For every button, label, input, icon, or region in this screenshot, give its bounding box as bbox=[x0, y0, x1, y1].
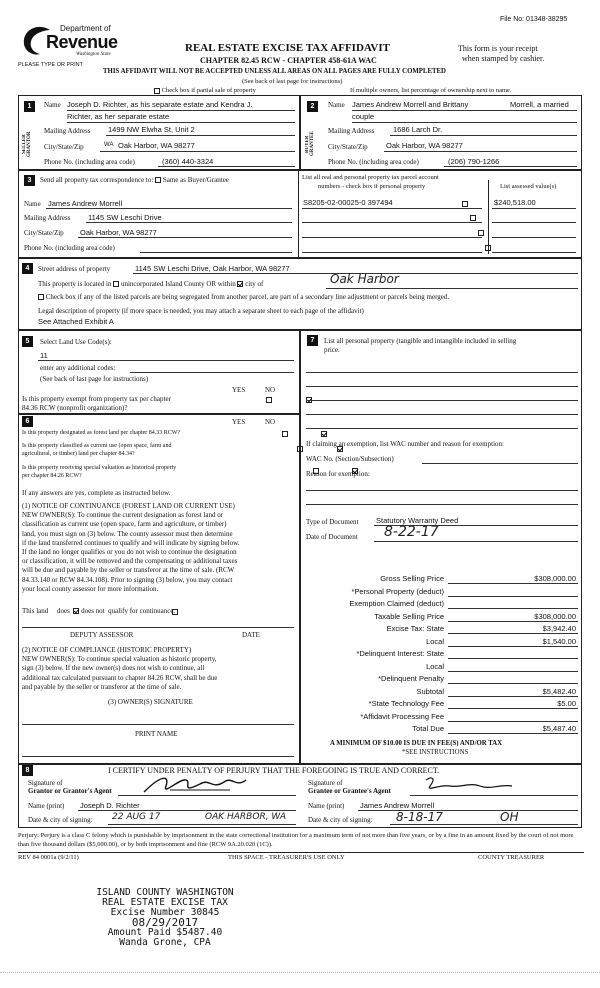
tax-row-label: Taxable Selling Price bbox=[374, 611, 444, 621]
notice-continuance-line: or classification, it will be removed and the compensating or additional taxes bbox=[22, 557, 238, 566]
s2-mailing-value[interactable]: 1686 Larch Dr. bbox=[393, 125, 443, 134]
s1-city-prefix: WA bbox=[104, 142, 114, 148]
additional-codes-label: enter any additional codes: bbox=[40, 364, 116, 372]
tax-row-label: Local bbox=[426, 636, 444, 646]
does-qualify-checkbox[interactable] bbox=[172, 609, 178, 615]
exempt-yes-checkbox[interactable] bbox=[266, 397, 272, 403]
notice-continuance-line: (1) NOTICE OF CONTINUANCE (FOREST LAND OR CURRENT USE) bbox=[22, 502, 235, 510]
section-6-number: 6 bbox=[22, 416, 33, 427]
tax-row-value[interactable]: $308,000.00 bbox=[534, 611, 576, 621]
section-2-number: 2 bbox=[307, 101, 318, 112]
notice-continuance bbox=[22, 502, 298, 594]
wac-number-label: WAC No. (Section/Subsection) bbox=[306, 455, 394, 463]
s2-city-label: City/State/Zip bbox=[328, 143, 368, 151]
assessed-value[interactable]: $240,518.00 bbox=[494, 198, 536, 207]
s2-city-value[interactable]: Oak Harbor, WA 98277 bbox=[386, 141, 463, 150]
notice-compliance-line: (2) NOTICE OF COMPLIANCE (HISTORIC PROPERTY) bbox=[22, 646, 192, 654]
exempt-q1: Is this property exempt from property tax per chapter bbox=[22, 395, 171, 403]
file-number: File No: 01348-38295 bbox=[500, 16, 568, 23]
s6-no-header: NO bbox=[265, 418, 276, 426]
s2-mailing-label: Mailing Address bbox=[328, 127, 375, 135]
treasurer-only: THIS SPACE - TREASURER'S USE ONLY bbox=[228, 854, 345, 861]
s2-phone-value[interactable]: (206) 790-1266 bbox=[448, 157, 500, 166]
certify-statement: I CERTIFY UNDER PENALTY OF PERJURY THAT THE FOREGOING IS TRUE AND CORRECT. bbox=[108, 766, 440, 775]
notice-continuance-line: if the land transferred continues to qualify and will indicate by signing below. bbox=[22, 538, 240, 547]
s3-city-value[interactable]: Oak Harbor, WA 98277 bbox=[80, 228, 157, 237]
s1-city-value[interactable]: Oak Harbor, WA 98277 bbox=[118, 141, 195, 150]
receipt-line2: when stamped by cashier. bbox=[462, 54, 545, 63]
deputy-assessor-label: DEPUTY ASSESSOR bbox=[70, 631, 134, 639]
tax-row-label: Gross Selling Price bbox=[380, 574, 444, 583]
current-use-q1: Is this property classified as current use (open space, farm and bbox=[22, 443, 172, 449]
notice-continuance-line: 84.33.140 or RCW 84.34.108). Prior to signing (3) below, you may contact bbox=[22, 575, 233, 584]
stamp-county: ISLAND COUNTY WASHINGTON bbox=[96, 887, 234, 898]
s1-name-line2[interactable]: Richter, as her separate estate bbox=[67, 112, 170, 121]
legal-description-value[interactable]: See Attached Exhibit A bbox=[38, 317, 114, 326]
does-not-qualify-checkbox[interactable] bbox=[73, 608, 79, 614]
historic-q2: per chapter 84.26 RCW? bbox=[22, 473, 82, 479]
s3-name-value[interactable]: James Andrew Morrell bbox=[48, 199, 123, 208]
s3-phone-label: Phone No. (including area code) bbox=[24, 244, 115, 252]
unincorporated-checkbox[interactable] bbox=[113, 281, 119, 287]
notice-compliance bbox=[22, 646, 298, 692]
s3-name-label: Name bbox=[24, 200, 41, 208]
grantor-date-value[interactable]: 22 AUG 17 bbox=[112, 812, 161, 822]
s6-yes-header: YES bbox=[232, 418, 246, 426]
legal-description-label: Legal description of property (if more space is needed, you may attach a separate sheet to each page of the affidavit) bbox=[38, 307, 364, 315]
logo-dept: Department of bbox=[60, 24, 111, 33]
parcel-header-2: numbers - check box if personal property bbox=[318, 183, 426, 190]
tax-row-label: *Delinquent Penalty bbox=[378, 674, 444, 683]
grantee-city-value[interactable]: OH bbox=[500, 810, 519, 824]
s2-name-label: Name bbox=[328, 101, 345, 109]
s2-name-line1[interactable]: James Andrew Morrell and Brittany bbox=[352, 100, 469, 109]
s2-name-line2[interactable]: couple bbox=[352, 112, 375, 121]
dor-logo bbox=[20, 20, 130, 62]
tax-row-label: Local bbox=[426, 661, 444, 671]
any-yes-note: If any answers are yes, complete as instructed below. bbox=[22, 489, 171, 497]
notice-compliance-line: NEW OWNER(S): To continue special valuation as historic property, bbox=[22, 655, 217, 664]
tax-row-label: Exemption Claimed (deduct) bbox=[349, 599, 444, 608]
tax-row-label: Total Due bbox=[412, 724, 444, 733]
grantor-sig-of: Signature of bbox=[28, 779, 63, 787]
stamp-excise-number: Excise Number 30845 bbox=[110, 907, 220, 918]
segregated-checkbox[interactable] bbox=[38, 294, 44, 300]
form-title: REAL ESTATE EXCISE TAX AFFIDAVIT bbox=[185, 42, 390, 54]
stamp-treasurer: Wanda Grone, CPA bbox=[119, 937, 211, 948]
located-text: This property is located in unincorporated Island County OR within city of bbox=[38, 280, 264, 288]
parcel-1-personal-checkbox[interactable] bbox=[462, 201, 468, 207]
logo-name: Revenue bbox=[46, 32, 118, 52]
minimum-fee-note: A MINIMUM OF $10.00 IS DUE IN FEE(S) AND/OR TAX bbox=[330, 740, 503, 747]
s3-mailing-label: Mailing Address bbox=[24, 214, 71, 222]
historic-q1: Is this property receiving special valuation as historical property bbox=[22, 465, 177, 471]
tax-row-value[interactable]: $3,942.40 bbox=[542, 624, 576, 633]
tax-row-label: Subtotal bbox=[416, 686, 444, 696]
s3-send-label: Send all property tax correspondence to: Same as Buyer/Grantee bbox=[40, 176, 229, 184]
s1-name-label: Name bbox=[44, 101, 61, 109]
notice-continuance-line: If the land no longer qualifies or you do not wish to continue the designation bbox=[22, 548, 237, 557]
s2-name-line1b: Morrell, a married bbox=[510, 100, 569, 109]
grantee-name-label: Name (print) bbox=[308, 802, 345, 810]
tax-row-label: *Personal Property (deduct) bbox=[351, 586, 444, 596]
s1-name-line1[interactable]: Joseph D. Richter, as his separate estate and Kendra J. bbox=[67, 100, 253, 109]
s5-yes-header: YES bbox=[232, 386, 246, 394]
partial-sale-label: Check box if partial sale of property bbox=[154, 87, 256, 94]
owner-signature-label: (3) OWNER(S) SIGNATURE bbox=[108, 698, 193, 706]
grantee-agent-label: Grantee or Grantee's Agent bbox=[308, 787, 391, 795]
grantor-date-label: Date & city of signing: bbox=[28, 816, 93, 824]
grantee-date-value[interactable]: 8-18-17 bbox=[396, 810, 443, 824]
notice-compliance-line: sign (3) below. If the new owner(s) does not wish to continue, all bbox=[22, 664, 205, 673]
receipt-line1: This form is your receipt bbox=[458, 44, 538, 53]
county-treasurer: COUNTY TREASURER bbox=[478, 854, 545, 861]
grantor-agent-label: Grantor or Grantor's Agent bbox=[28, 787, 112, 795]
forest-yes-checkbox[interactable] bbox=[282, 431, 288, 437]
exempt-q2: 84.36 RCW (nonprofit organization)? bbox=[22, 404, 128, 412]
treasurer-stamp bbox=[80, 888, 250, 948]
form-revision: REV 84 0001a (9/2/11) bbox=[18, 854, 79, 861]
notice-compliance-line: and payable by the seller or transferor at the time of sale. bbox=[22, 682, 182, 691]
s1-city-label: City/State/Zip bbox=[44, 143, 84, 151]
grantee-signature[interactable] bbox=[420, 774, 520, 796]
notice-continuance-line: land, you must sign on (3) below. The county assessor must then determine bbox=[22, 529, 233, 538]
personal-property-text-2: price. bbox=[324, 346, 340, 354]
partial-sale-checkbox[interactable] bbox=[154, 88, 160, 94]
section-5-number: 5 bbox=[22, 336, 33, 347]
grantor-name-label: Name (print) bbox=[28, 802, 65, 810]
section-8-number: 8 bbox=[22, 765, 33, 776]
stamp-tax: REAL ESTATE EXCISE TAX bbox=[102, 897, 228, 908]
doc-date-label: Date of Document bbox=[306, 533, 358, 541]
parcel-2-personal-checkbox[interactable] bbox=[470, 215, 476, 221]
notice-continuance-line: classification as current use (open space, farm and agriculture, or timber) bbox=[22, 520, 227, 529]
notice-continuance-line: will be due and payable by the seller or transferor at the time of sale. (RCW bbox=[22, 566, 235, 575]
tax-row-value[interactable]: $5,487.40 bbox=[542, 724, 576, 733]
section-3-number: 3 bbox=[24, 175, 35, 186]
grantor-name-value[interactable]: Joseph D. Richter bbox=[80, 801, 140, 810]
perjury-statement: Perjury: Perjury is a class C felony which is punishable by imprisonment in the state correctional institution for a maximum term of not more than five years, or by a fine in an amount fixed by the court of not more than five thousand dollars ($5,000.00), or by both imprisonment and fine (RCW 9A.20.020 (1C)). bbox=[18, 832, 574, 848]
personal-property-text-1: List all personal property (tangible and intangible included in selling bbox=[324, 337, 517, 345]
multiple-owners-note: If multiple owners, list percentage of ownership next to name. bbox=[350, 87, 512, 94]
s3-city-label: City/State/Zip bbox=[24, 229, 64, 237]
tax-row-value[interactable]: $5,482.40 bbox=[542, 686, 576, 696]
notice-continuance-line: your local county assessor for more information. bbox=[22, 584, 159, 593]
scan-edge bbox=[0, 972, 600, 973]
tax-row-value[interactable]: $1,540.00 bbox=[542, 636, 576, 646]
s5-no-header: NO bbox=[265, 386, 276, 394]
stamp-amount: Amount Paid $5487.40 bbox=[107, 927, 223, 938]
s2-phone-label: Phone No. (including area code) bbox=[328, 158, 419, 166]
notice-compliance-line: additional tax calculated pursuant to chapter 84.26 RCW, shall be due bbox=[22, 673, 218, 682]
tax-row-value[interactable]: $308,000.00 bbox=[534, 574, 576, 583]
s1-phone-value[interactable]: (360) 440-3324 bbox=[162, 157, 214, 166]
s1-mailing-value[interactable]: 1499 NW Elwha St, Unit 2 bbox=[108, 125, 195, 134]
doc-date-value[interactable]: 8-22-17 bbox=[384, 524, 439, 540]
logo-state: Washington State bbox=[76, 52, 111, 57]
tax-row-label: *Affidavit Processing Fee bbox=[360, 711, 444, 721]
parcel-3-personal-checkbox[interactable] bbox=[478, 230, 484, 236]
stamp-date: 08/29/2017 bbox=[131, 916, 199, 929]
doc-type-label: Type of Document bbox=[306, 518, 359, 526]
parcel-header-1: List all real and personal property tax parcel account bbox=[302, 174, 439, 181]
land-use-see-back: (See back of last page for instructions) bbox=[40, 375, 149, 383]
city-handwritten[interactable]: Oak Harbor bbox=[330, 272, 399, 286]
tax-row-label: *State Technology Fee bbox=[368, 699, 444, 708]
deputy-date-label: DATE bbox=[242, 631, 260, 639]
tax-row-label: *Delinquent Interest: State bbox=[356, 649, 444, 658]
tax-row-value[interactable]: $5.00 bbox=[557, 699, 576, 708]
grantee-name-value[interactable]: James Andrew Morrell bbox=[360, 801, 435, 810]
segregated-text: Check box if any of the listed parcels are being segregated from another parcel, are part of a secondary line adjustment or parcels being merged. bbox=[38, 293, 449, 301]
same-as-buyer-checkbox[interactable] bbox=[155, 177, 161, 183]
street-value[interactable]: 1145 SW Leschi Drive, Oak Harbor, WA 98277 bbox=[135, 264, 290, 273]
grantee-date-label: Date & city of signing: bbox=[308, 816, 373, 824]
land-use-label: Select Land Use Code(s): bbox=[40, 338, 112, 346]
qualify-line: This land does does not qualify for continuance. bbox=[22, 607, 176, 615]
parcel-4-personal-checkbox[interactable] bbox=[485, 245, 491, 251]
forest-q: Is this property designated as forest land per chapter 84.33 RCW? bbox=[22, 430, 181, 436]
tax-row-label: Excise Tax: State bbox=[386, 624, 444, 633]
assessed-header: List assessed value(s) bbox=[500, 183, 557, 190]
section-4-number: 4 bbox=[22, 263, 33, 274]
warning-text: THIS AFFIDAVIT WILL NOT BE ACCEPTED UNLESS ALL AREAS ON ALL PAGES ARE FULLY COMPLETED bbox=[103, 68, 446, 75]
land-use-code[interactable]: 11 bbox=[40, 351, 48, 360]
s3-mailing-value[interactable]: 1145 SW Leschi Drive bbox=[88, 213, 162, 222]
print-name-label: PRINT NAME bbox=[135, 730, 178, 738]
exemption-claim-label: If claiming an exemption, list WAC number and reason for exemption: bbox=[306, 440, 504, 448]
buyer-grantee-label: BUYER GRANTEE bbox=[305, 131, 315, 157]
grantee-sig-of: Signature of bbox=[308, 779, 343, 787]
form-subtitle: CHAPTER 82.45 RCW - CHAPTER 458-61A WAC bbox=[200, 56, 377, 65]
seller-grantor-label: SELLER GRANTOR bbox=[22, 131, 32, 157]
see-back-instructions: (See back of last page for instructions) bbox=[242, 78, 343, 85]
see-instructions-note: *SEE INSTRUCTIONS bbox=[402, 749, 469, 756]
exemption-reason-label: Reason for exemption: bbox=[306, 470, 370, 478]
parcel-number[interactable]: S8205-02-00025-0 397494 bbox=[303, 198, 393, 207]
please-type: PLEASE TYPE OR PRINT bbox=[18, 62, 84, 68]
street-label: Street address of property bbox=[38, 265, 111, 273]
within-city-checkbox[interactable] bbox=[237, 281, 243, 287]
section-1-number: 1 bbox=[24, 101, 35, 112]
grantor-city-value[interactable]: OAK HARBOR, WA bbox=[205, 812, 287, 822]
doc-type-value[interactable]: Statutory Warranty Deed bbox=[376, 516, 459, 525]
section-7-number: 7 bbox=[307, 335, 318, 346]
s1-mailing-label: Mailing Address bbox=[44, 127, 91, 135]
s1-phone-label: Phone No. (including area code) bbox=[44, 158, 135, 166]
notice-continuance-line: NEW OWNER(S): To continue the current designation as forest land or bbox=[22, 511, 224, 520]
current-use-q2: agricultural, or timber) land per chapter 84.34? bbox=[22, 451, 135, 457]
